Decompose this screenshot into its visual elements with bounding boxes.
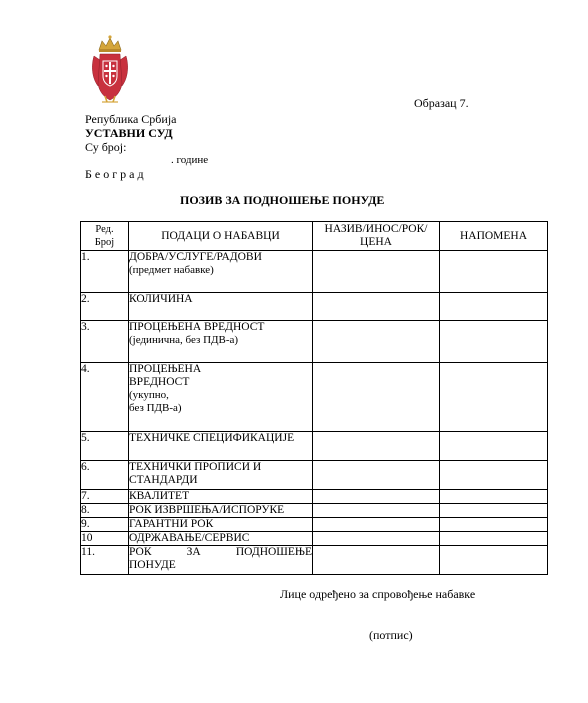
note-cell[interactable]	[440, 504, 548, 518]
table-row	[81, 490, 548, 504]
table-row	[81, 251, 548, 293]
header-name-line2: ЦЕНА	[360, 236, 392, 248]
header-row-number	[81, 222, 129, 251]
responsible-person-label: Лице одређено за спровођење набавке	[280, 587, 476, 601]
header-note: НАПОМЕНА	[440, 222, 548, 251]
row-number: 3.	[81, 321, 129, 363]
row-number: 9.	[81, 518, 129, 532]
note-cell[interactable]	[440, 532, 548, 546]
note-cell[interactable]	[440, 321, 548, 363]
row-number: 4.	[81, 363, 129, 432]
name-amount-cell[interactable]	[313, 321, 440, 363]
case-number-label: Су број:	[85, 140, 127, 154]
note-cell[interactable]	[440, 546, 548, 575]
form-number: Образац 7.	[414, 96, 469, 110]
note-cell[interactable]	[440, 461, 548, 490]
procurement-table	[80, 221, 548, 575]
row-description	[129, 461, 313, 490]
row-number: 7.	[81, 490, 129, 504]
row-label-line2: ВРЕДНОСТ	[129, 376, 190, 388]
row-label-word: ЗА	[186, 546, 201, 558]
city-name: Б е о г р а д	[85, 167, 144, 181]
note-cell[interactable]	[440, 293, 548, 321]
note-cell[interactable]	[440, 518, 548, 532]
note-cell[interactable]	[440, 432, 548, 461]
row-label: ТЕХНИЧКЕ СПЕЦИФИКАЦИЈЕ	[129, 432, 295, 444]
row-label-line2: ПОНУДЕ	[129, 559, 176, 571]
table-row	[81, 532, 548, 546]
name-amount-cell[interactable]	[313, 532, 440, 546]
table-row	[81, 293, 548, 321]
row-sublabel-line2: без ПДВ-а)	[129, 402, 182, 414]
row-description	[129, 532, 313, 546]
header-no-line2: Број	[94, 237, 115, 248]
table-row	[81, 518, 548, 532]
row-label: ДОБРА/УСЛУГЕ/РАДОВИ	[129, 251, 262, 263]
page-title: ПОЗИВ ЗА ПОДНОШЕЊЕ ПОНУДЕ	[180, 193, 385, 207]
row-number: 2.	[81, 293, 129, 321]
name-amount-cell[interactable]	[313, 546, 440, 575]
row-label-word: РОК	[129, 546, 152, 558]
row-label-word: ПОДНОШЕЊЕ	[235, 546, 312, 558]
row-number: 1.	[81, 251, 129, 293]
row-label: ОДРЖАВАЊЕ/СЕРВИС	[129, 532, 250, 544]
note-cell[interactable]	[440, 251, 548, 293]
row-sublabel: (укупно,	[129, 389, 169, 401]
row-description	[129, 432, 313, 461]
name-amount-cell[interactable]	[313, 432, 440, 461]
name-amount-cell[interactable]	[313, 251, 440, 293]
row-label: КОЛИЧИНА	[129, 293, 193, 305]
row-number: 10	[81, 532, 129, 546]
name-amount-cell[interactable]	[313, 518, 440, 532]
name-amount-cell[interactable]	[313, 490, 440, 504]
row-label-justified	[129, 546, 312, 559]
row-description	[129, 490, 313, 504]
signature-label: (потпис)	[369, 628, 413, 642]
row-label: ПРОЦЕЊЕНА	[129, 363, 202, 375]
row-sublabel: (јединична, без ПДВ-а)	[129, 334, 239, 346]
row-description	[129, 293, 313, 321]
table-row	[81, 321, 548, 363]
row-description	[129, 518, 313, 532]
table-header-row	[81, 222, 548, 251]
court-name: УСТАВНИ СУД	[85, 126, 173, 140]
row-description	[129, 251, 313, 293]
table-row	[81, 546, 548, 575]
row-number: 5.	[81, 432, 129, 461]
row-label: РОК ИЗВРШЕЊА/ИСПОРУКЕ	[129, 504, 285, 516]
name-amount-cell[interactable]	[313, 293, 440, 321]
year-label: . године	[171, 154, 209, 166]
header-name-line1: НАЗИВ/ИНОС/РОК/	[324, 223, 428, 235]
table-row	[81, 432, 548, 461]
name-amount-cell[interactable]	[313, 461, 440, 490]
row-label-line2: СТАНДАРДИ	[129, 474, 198, 486]
row-description	[129, 546, 313, 575]
note-cell[interactable]	[440, 363, 548, 432]
row-description	[129, 321, 313, 363]
table-row	[81, 461, 548, 490]
row-label: ТЕХНИЧКИ ПРОПИСИ И	[129, 461, 262, 473]
row-label: КВАЛИТЕТ	[129, 490, 190, 502]
header-no-line1: Ред.	[95, 224, 114, 235]
serbia-coat-of-arms-icon	[90, 34, 130, 104]
name-amount-cell[interactable]	[313, 363, 440, 432]
header-procurement-data: ПОДАЦИ О НАБАВЦИ	[129, 222, 313, 251]
name-amount-cell[interactable]	[313, 504, 440, 518]
row-description	[129, 504, 313, 518]
table-row	[81, 504, 548, 518]
row-label: ГАРАНТНИ РОК	[129, 518, 214, 530]
row-label: ПРОЦЕЊЕНА ВРЕДНОСТ	[129, 321, 265, 333]
row-description	[129, 363, 313, 432]
row-sublabel: (предмет набавке)	[129, 264, 214, 276]
row-number: 6.	[81, 461, 129, 490]
row-number: 11.	[81, 546, 129, 575]
header-name-amount	[313, 222, 440, 251]
note-cell[interactable]	[440, 490, 548, 504]
table-row	[81, 363, 548, 432]
row-number: 8.	[81, 504, 129, 518]
republic-name: Република Србија	[85, 112, 177, 126]
